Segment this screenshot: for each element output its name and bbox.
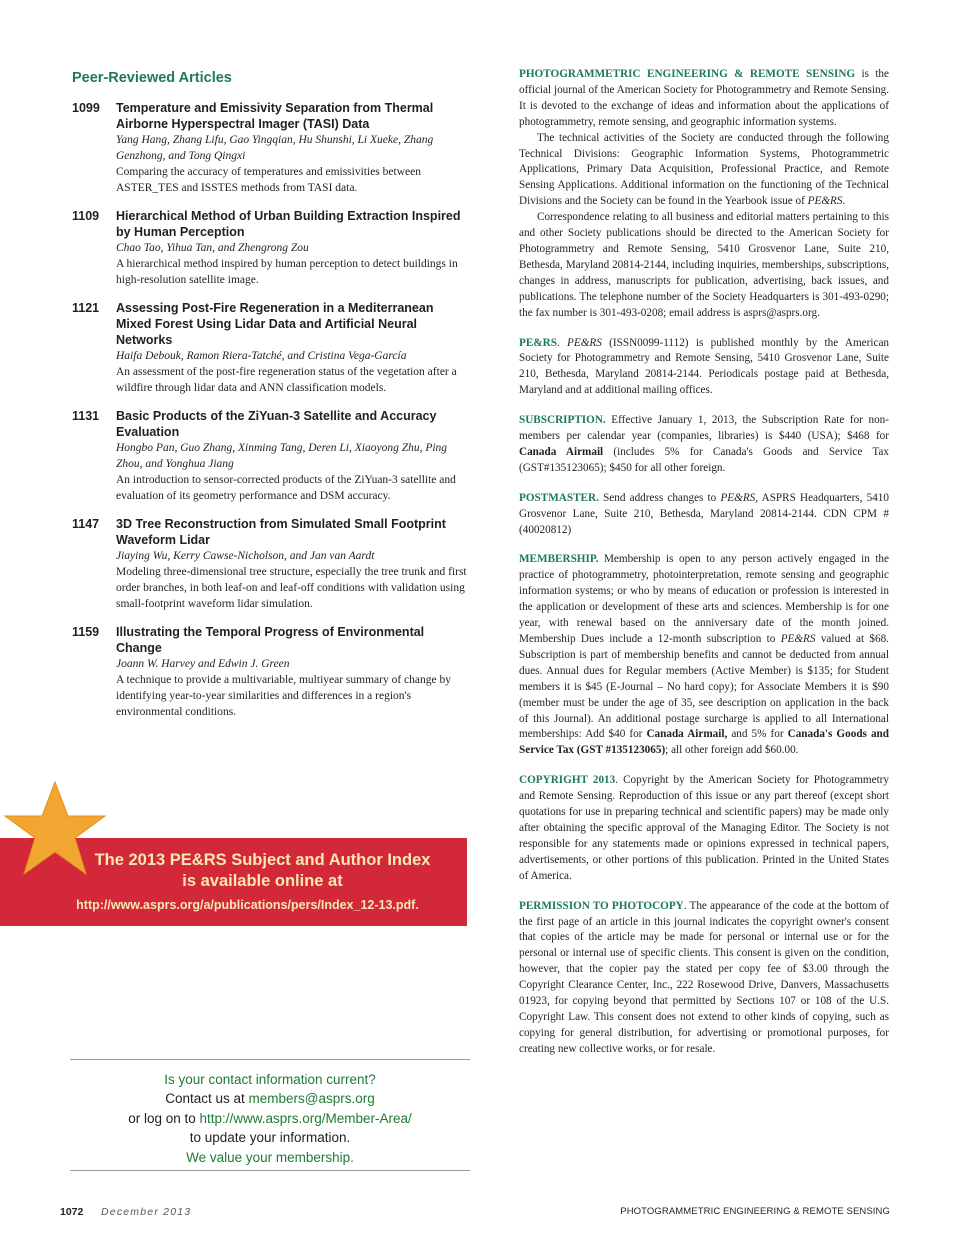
article-authors: Hongbo Pan, Guo Zhang, Xinming Tang, Deren Li, Xiaoyong Zhu, Ping Zhou, and Yonghua Jiang bbox=[116, 442, 448, 470]
article-title: 3D Tree Reconstruction from Simulated Small Footprint Waveform Lidar bbox=[116, 517, 446, 547]
article-page-number: 1147 bbox=[72, 517, 100, 531]
articles-column bbox=[72, 70, 472, 732]
article-page-number: 1121 bbox=[72, 301, 100, 315]
technical-text: The technical activities of the Society are conducted through the following Technical Divisions: Geographic Information Systems, Photogrammetric Applications, Primary Data Acquisition, Professional Practice, and Remote Sensing Applications. Additional information on the functioning of the Technical Divisions and the Society can be found in the Yearbook issue of bbox=[519, 131, 889, 208]
membership-text-4: ; all other foreign add $60.00. bbox=[665, 744, 799, 757]
article-description: A hierarchical method inspired by human perception to detect buildings in high-resolution satellite image. bbox=[116, 258, 458, 286]
permission-heading: PERMISSION TO PHOTOCOPY bbox=[519, 899, 684, 912]
article-authors: Chao Tao, Yihua Tan, and Zhengrong Zou bbox=[116, 242, 309, 254]
membership-abbr: PE&RS bbox=[780, 633, 816, 645]
contact-value-text: We value your membership. bbox=[186, 1149, 354, 1165]
membership-text-3: and 5% for bbox=[727, 728, 788, 741]
article-description: A technique to provide a multivariable, multiyear summary of change by identifying year-to-year similarities and differences in a region's environmental conditions. bbox=[116, 674, 451, 718]
subscription-text: Effective January 1, 2013, the Subscription Rate for non-members per calendar year (companies, libraries) is $440 (USA); $468 for bbox=[519, 414, 889, 443]
page-number: 1072 bbox=[60, 1206, 84, 1218]
contact-email-line bbox=[70, 1089, 470, 1108]
membership-bold-1: Canada Airmail, bbox=[646, 728, 728, 741]
membership-text-2: valued at $68. Subscription is part of membership benefits and cannot be deducted from annual dues. Annual dues for Regular members (Active Member) is $135; for Student members it is $45 (E-Journal – No hard copy); for Associate Members it is $90 (member must be under the age of 35, see description on application in the back of this Journal). An additional postage surcharge is applied to all International memberships: Add $40 for bbox=[519, 633, 889, 741]
postmaster-paragraph bbox=[519, 491, 889, 539]
pers-paragraph bbox=[519, 336, 889, 400]
article-title: Temperature and Emissivity Separation from Thermal Airborne Hyperspectral Imager (TASI) Data bbox=[116, 101, 434, 131]
article-entry bbox=[72, 408, 472, 504]
star-icon bbox=[0, 778, 110, 878]
article-page-number: 1109 bbox=[72, 209, 100, 223]
subscription-paragraph bbox=[519, 413, 889, 477]
contact-update-text: to update your information. bbox=[189, 1130, 351, 1146]
correspondence-paragraph: Correspondence relating to all business and editorial matters pertaining to this and other Society publications should be directed to the American Society for Photogrammetry and Remote Sensing, 5410 Grosvenor Lane, Suite 210, Bethesda, Maryland 20814-2144, including inquiries, memberships, subscriptions, changes in address, manuscripts for publication, advertising, back issues, and publications. The telephone number of the Society Headquarters is 301-493-0290; the fax number is 301-493-0208; email address is asprs@asprs.org. bbox=[519, 211, 889, 319]
contact-url-line bbox=[70, 1109, 470, 1128]
article-description: Modeling three-dimensional tree structure, especially the tree trunk and first order branches, in both leaf-on and leaf-off conditions with validation using small-footprint waveform lidar simulation. bbox=[116, 566, 467, 610]
permission-paragraph bbox=[519, 899, 889, 1058]
article-page-number: 1131 bbox=[72, 409, 100, 423]
copyright-text: . Copyright by the American Society for Photogrammetry and Remote Sensing. Reproduction of this issue or any part thereof (except short quotations for use in preparing technical and scientific papers) may be made only after obtaining the specific approval of the Managing Editor. The Society is not responsible for any statements made or opinions expressed in technical papers, advertisements, or other portions of this publication. Printed in the United States of America. bbox=[519, 774, 889, 882]
membership-bold-2: Canada's Goods and Service Tax (GST #135123065) bbox=[519, 728, 889, 757]
contact-email-prefix: Contact us at bbox=[165, 1091, 249, 1107]
article-authors: Haifa Debouk, Ramon Riera-Tatché, and Cristina Vega-García bbox=[116, 350, 407, 362]
technical-paragraph bbox=[519, 131, 889, 211]
postmaster-text: Send address changes to bbox=[598, 491, 721, 504]
subscription-text-end: (includes 5% for Canada's Goods and Service Tax (GST#135123065); $450 for all other foreign. bbox=[519, 445, 889, 474]
pers-abbr: PE&RS bbox=[567, 336, 602, 349]
copyright-heading: COPYRIGHT 2013 bbox=[519, 774, 616, 787]
copyright-paragraph bbox=[519, 773, 889, 884]
contact-question: Is your contact information current? bbox=[164, 1072, 376, 1087]
subscription-bold: Canada Airmail bbox=[519, 445, 604, 458]
journal-info-column bbox=[519, 67, 889, 1058]
article-title: Hierarchical Method of Urban Building Extraction Inspired by Human Perception bbox=[116, 209, 461, 239]
article-entry bbox=[72, 100, 472, 196]
intro-paragraph bbox=[519, 67, 889, 131]
article-entry bbox=[72, 624, 472, 720]
subscription-heading: SUBSCRIPTION. bbox=[519, 414, 606, 427]
article-title: Basic Products of the ZiYuan-3 Satellite and Accuracy Evaluation bbox=[116, 409, 437, 439]
article-entry bbox=[72, 208, 472, 288]
article-page-number: 1099 bbox=[72, 101, 100, 115]
issue-date: December 2013 bbox=[101, 1206, 192, 1218]
article-authors: Joann W. Harvey and Edwin J. Green bbox=[116, 658, 290, 670]
contact-email-link[interactable]: members@asprs.org bbox=[248, 1091, 375, 1107]
article-description: Comparing the accuracy of temperatures and emissivities between ASTER_TES and ISSTES methods from TASI data. bbox=[116, 166, 421, 194]
technical-end: . bbox=[842, 195, 846, 208]
postmaster-abbr: PE&RS bbox=[720, 491, 756, 504]
pers-separator: . bbox=[556, 336, 568, 349]
article-description: An introduction to sensor-corrected products of the ZiYuan-3 satellite and evaluation of its geometry performance and DSM accuracy. bbox=[116, 474, 456, 502]
membership-heading: MEMBERSHIP. bbox=[519, 553, 599, 566]
banner-subheadline: is available online at bbox=[182, 872, 343, 890]
banner-headline: The 2013 PE&RS Subject and Author Index bbox=[94, 851, 431, 869]
section-title: Peer-Reviewed Articles bbox=[72, 70, 232, 86]
running-footer-journal: PHOTOGRAMMETRIC ENGINEERING & REMOTE SENSING bbox=[620, 1206, 890, 1217]
article-description: An assessment of the post-fire regeneration status of the vegetation after a wildfire through lidar data and ANN classification models. bbox=[116, 366, 457, 394]
contact-url-prefix: or log on to bbox=[128, 1110, 200, 1126]
postmaster-heading: POSTMASTER. bbox=[519, 491, 599, 504]
postmaster-text-end: , ASPRS Headquarters, 5410 Grosvenor Lane, Suite 210, Bethesda, Maryland 20814-2144. CDN CPM #(40020812) bbox=[519, 491, 889, 536]
pers-text: (ISSN0099-1112) is published monthly by the American Society for Photogrammetry and Remote Sensing, 5410 Grosvenor Lane, Suite 210, Bethesda, Maryland 20814-2144. Periodicals postage paid at Bethesda, Maryland and at additional mailing offices. bbox=[519, 336, 890, 397]
member-area-link[interactable]: http://www.asprs.org/Member-Area/ bbox=[199, 1110, 412, 1126]
article-authors: Jiaying Wu, Kerry Cawse-Nicholson, and Jan van Aardt bbox=[116, 550, 375, 562]
contact-info-box bbox=[70, 1059, 470, 1171]
technical-journal-abbr: PE&RS bbox=[807, 195, 843, 208]
article-title: Illustrating the Temporal Progress of Environmental Change bbox=[116, 625, 425, 655]
article-entry bbox=[72, 300, 472, 396]
pers-heading: PE&RS bbox=[519, 336, 557, 349]
intro-text: is the official journal of the American Society for Photogrammetry and Remote Sensing. It is devoted to the exchange of ideas and information about the applications of photogrammetry, remote sensing, and geographic information systems. bbox=[519, 68, 889, 128]
membership-text: Membership is open to any person actively engaged in the practice of photogrammetry, photointerpretation, remote sensing and geographic information systems; or who by means of education or profession is interested in the application or development of these arts and sciences. Membership is for one year, with renewal based on the anniversary date of the month joined. Membership Dues include a 12-month subscription to bbox=[519, 553, 889, 645]
banner-url-link[interactable]: http://www.asprs.org/a/publications/pers/Index_12-13.pdf. bbox=[76, 898, 419, 912]
journal-name-heading: PHOTOGRAMMETRIC ENGINEERING & REMOTE SENSING bbox=[519, 68, 856, 80]
article-entry bbox=[72, 516, 472, 612]
membership-paragraph bbox=[519, 552, 889, 759]
article-title: Assessing Post-Fire Regeneration in a Mediterranean Mixed Forest Using Lidar Data and Artificial Neural Networks bbox=[116, 301, 434, 347]
article-authors: Yang Hang, Zhang Lifu, Gao Yingqian, Hu Shunshi, Li Xueke, Zhang Genzhong, and Tong Qingxi bbox=[116, 134, 434, 162]
article-page-number: 1159 bbox=[72, 625, 100, 639]
permission-text: . The appearance of the code at the bottom of the first page of an article in this journal indicates the copyright owner's consent that copies of the article may be made for personal or internal use or for the personal or internal use of specific clients. This consent is given on the condition, however, that the copier pay the stated per copy fee of $3.00 through the Copyright Clearance Center, Inc., 222 Rosewood Drive, Danvers, Massachusetts 01923, for copying beyond that permitted by Sections 107 or 108 of the U.S. Copyright Law. This consent does not extend to other kinds of copying, such as copying for general distribution, for advertising or promotional purposes, for creating new collective works, or for resale. bbox=[519, 899, 889, 1055]
